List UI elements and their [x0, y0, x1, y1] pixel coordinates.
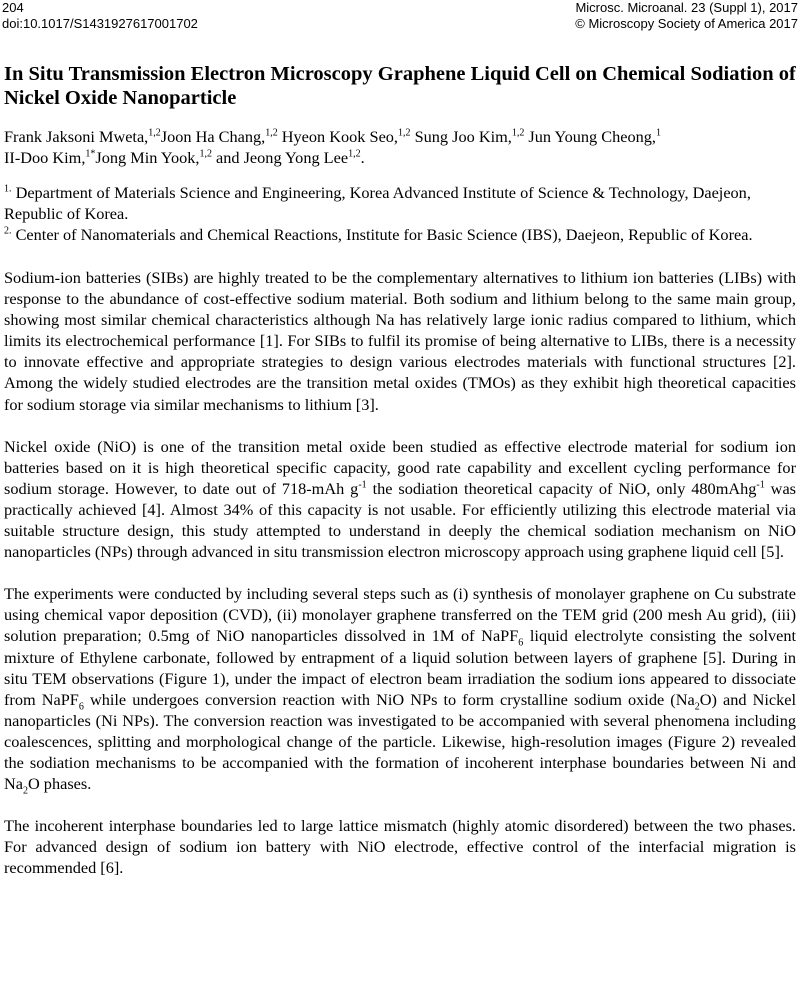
- page-number: 204: [2, 0, 24, 15]
- author-affiliation-mark: 1*: [85, 148, 96, 160]
- journal-citation: Microsc. Microanal. 23 (Suppl 1), 2017: [575, 0, 798, 15]
- superscript: -1: [358, 479, 367, 491]
- affiliation-text: Center of Nanomaterials and Chemical Reactions, Institute for Basic Science (IBS), Daejeon, Republic of Korea.: [11, 225, 753, 244]
- author-affiliation-mark: 1,2: [148, 127, 161, 139]
- paragraph-nickel-oxide: [4, 436, 796, 563]
- author-name: Jun Young Cheong,: [524, 127, 656, 146]
- superscript: -1: [756, 479, 765, 491]
- affiliation-text: Department of Materials Science and Engineering, Korea Advanced Institute of Science & Technology, Daejeon, Republic of Korea.: [4, 183, 751, 223]
- copyright: © Microscopy Society of America 2017: [575, 16, 798, 31]
- paragraph-conclusion: The incoherent interphase boundaries led to large lattice mismatch (highly atomic disordered) between the two phases. For advanced design of sodium ion battery with NiO electrode, effective control of the interfacial migration is recommended [6].: [4, 816, 796, 878]
- affiliation-1: [4, 182, 796, 224]
- affiliation-mark: 1.: [4, 183, 12, 195]
- author-affiliation-mark: 1,2: [199, 148, 212, 160]
- paper-title: In Situ Transmission Electron Microscopy Graphene Liquid Cell on Chemical Sodiation of Nickel Oxide Nanoparticle: [4, 63, 796, 109]
- author-affiliation-mark: 1: [655, 127, 661, 139]
- text-run: O) and Nickel nanoparticles (Ni NPs). The conversion reaction was investigated to be accompanied with several phenomena including coalescences, splitting and morphological change of the particle. Likewise, high-resolution images (Figure 2) revealed the sodiation mechanisms to be accompanied with the formation of incoherent interphase boundaries between Ni and Na: [4, 689, 797, 794]
- text-run: liquid electrolyte consisting the solvent mixture of Ethylene carbonate, followed by entrapment of a liquid solution between layers of graphene [5]. During in situ TEM observations (Figure 1), under the impact of electron beam irradiation the sodium ions appeared to dissociate from NaPF: [4, 626, 797, 709]
- subscript: 2: [694, 700, 700, 712]
- running-header: [0, 0, 800, 34]
- paper-body: [4, 62, 796, 878]
- paragraph-introduction: Sodium-ion batteries (SIBs) are highly treated to be the complementary alternatives to lithium ion batteries (LIBs) with response to the abundance of cost-effective sodium material. Both sodium and lithium belong to the same main group, showing most similar chemical characteristics although Na has relatively large ionic radius compared to lithium, which limits its electrochemical performance [1]. For SIBs to fulfil its promise of being alternative to LIBs, there is a necessity to innovate effective and appropriate strategies to design various electrodes materials with functional structures [2]. Among the widely studied electrodes are the transition metal oxides (TMOs) as they exhibit high theoretical capacities for sodium storage via similar mechanisms to lithium [3].: [4, 268, 796, 414]
- author-name: Sung Joo Kim,: [410, 127, 512, 146]
- author-name: Hyeon Kook Seo,: [277, 127, 399, 146]
- author-affiliation-mark: 1,2: [265, 127, 278, 139]
- author-name: II-Doo Kim,: [4, 148, 86, 167]
- author-name: Joon Ha Chang,: [160, 127, 266, 146]
- text-run: was practically achieved [4]. Almost 34% of this capacity is not usable. For efficiently utilizing this electrode material via suitable structure design, this study attempted to understand in deeply the chemical sodiation mechanism on NiO nanoparticles (NPs) through advanced in situ transmission electron microscopy approach using graphene liquid cell [5].: [4, 478, 797, 562]
- text-run: The experiments were conducted by including several steps such as (i) synthesis of monolayer graphene on Cu substrate using chemical vapor deposition (CVD), (ii) monolayer graphene transferred on the TEM grid (200 mesh Au grid), (iii) solution preparation; 0.5mg of NiO nanoparticles dissolved in 1M of NaPF: [4, 584, 796, 646]
- author-name: Frank Jaksoni Mweta,: [4, 127, 149, 146]
- author-name: Jong Min Yook,: [95, 148, 200, 167]
- author-affiliation-mark: 1,2: [348, 148, 361, 160]
- paragraph-experiments: [4, 583, 797, 797]
- affiliations: [4, 182, 796, 245]
- header-left: [2, 0, 198, 32]
- author-affiliation-mark: 1,2: [511, 127, 525, 139]
- affiliation-mark: 2.: [4, 225, 12, 237]
- header-right: [575, 0, 798, 32]
- subscript: 6: [518, 637, 524, 649]
- text-run: Nickel oxide (NiO) is one of the transition metal oxide been studied as effective electrode material for sodium ion batteries based on it is high theoretical specific capacity, good rate capability and excellent cycling performance for sodium storage. However, to date out of 718-mAh g: [4, 436, 796, 498]
- author-name: and Jeong Yong Lee: [211, 148, 349, 167]
- subscript: 2: [22, 785, 28, 797]
- text-run: O phases.: [27, 774, 92, 794]
- subscript: 6: [78, 700, 84, 712]
- text-run: while undergoes conversion reaction with NiO NPs to form crystalline sodium oxide (Na: [83, 689, 695, 709]
- author-affiliation-mark: 1,2: [398, 127, 411, 139]
- author-list: [4, 126, 796, 168]
- affiliation-2: [4, 224, 796, 245]
- text-run: the sodiation theoretical capacity of NiO, only 480mAhg: [366, 478, 757, 498]
- author-name: .: [360, 148, 365, 167]
- doi: doi:10.1017/S1431927617001702: [2, 16, 198, 31]
